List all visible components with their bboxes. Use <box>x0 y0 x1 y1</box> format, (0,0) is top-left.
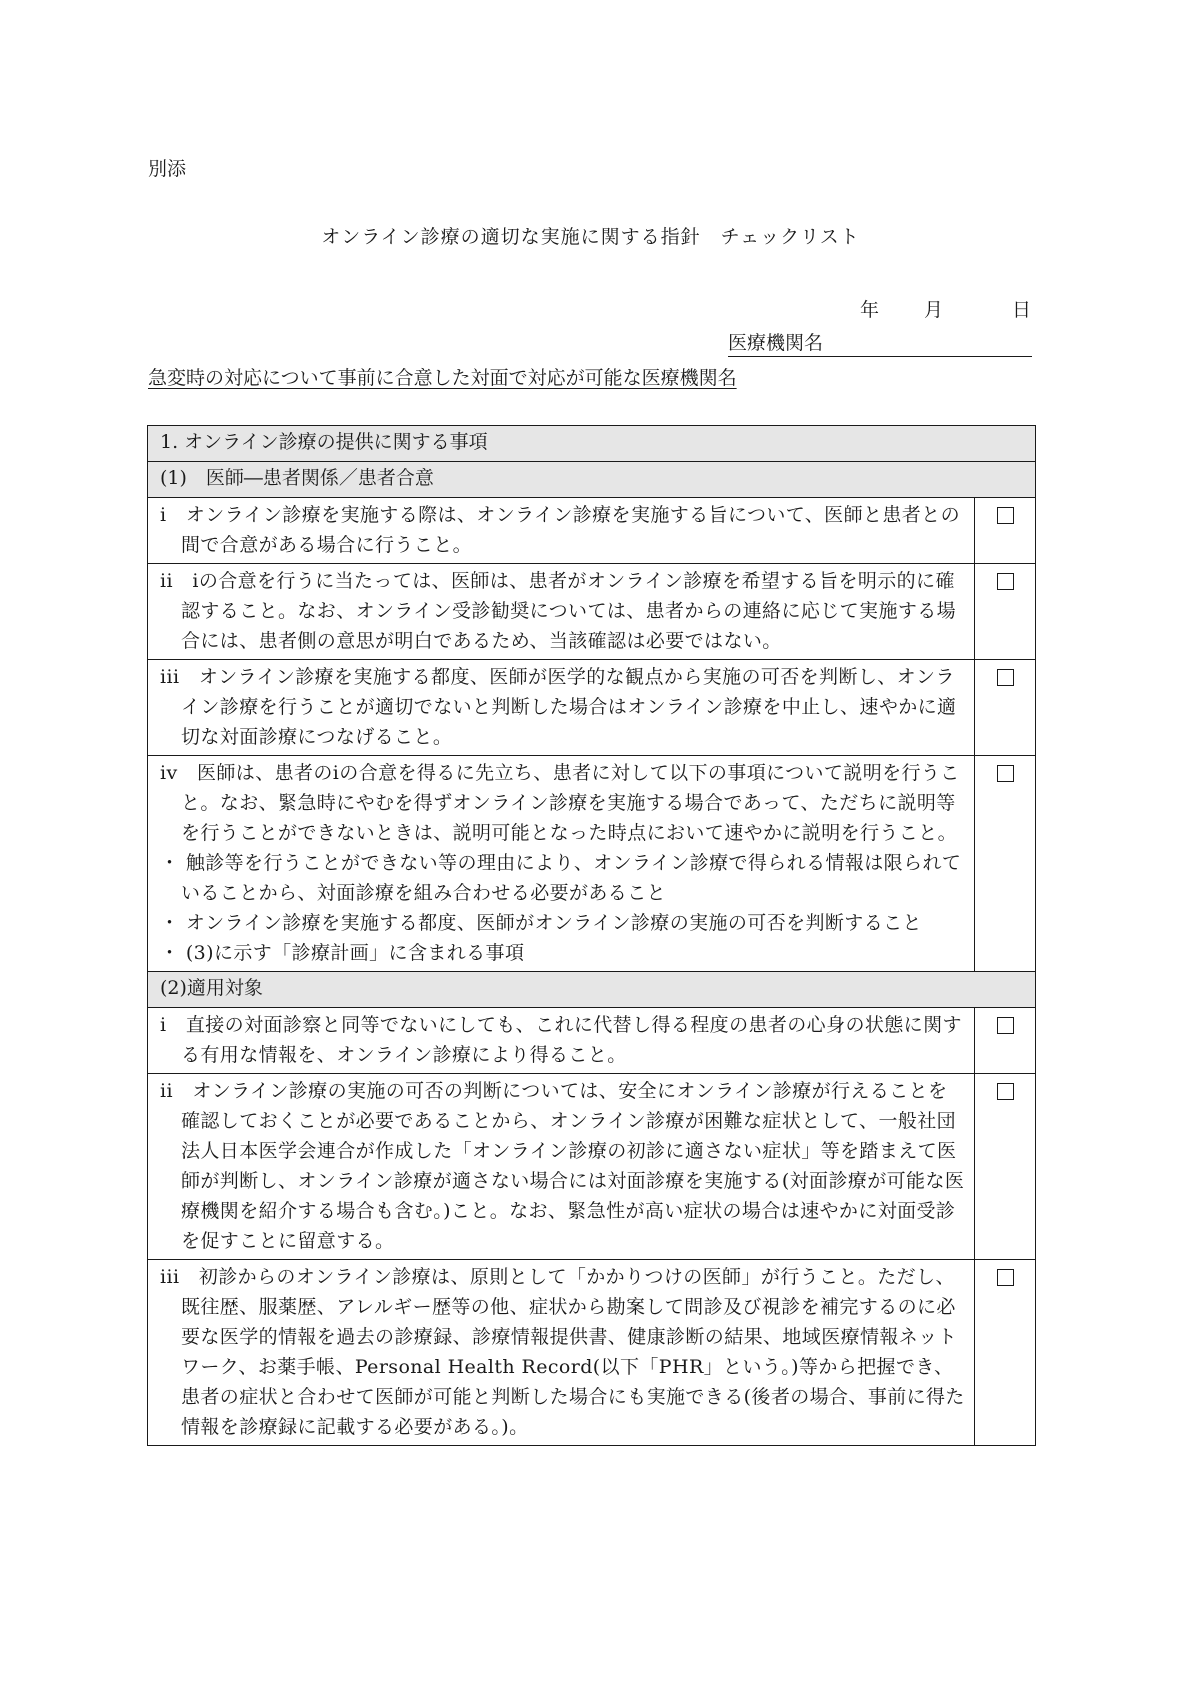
checklist-item-text: i 直接の対面診察と同等でないにしても、これに代替し得る程度の患者の心身の状態に関する有用な情報を、オンライン診療により得ること。 <box>160 1014 962 1066</box>
checklist-item-text: iii オンライン診療を実施する都度、医師が医学的な観点から実施の可否を判断し、オンライン診療を行うことが適切でないと判断した場合はオンライン診療を中止し、速やかに適切な対面診療につなげること。 <box>160 666 957 748</box>
institution-name-field[interactable] <box>728 328 1032 357</box>
checklist-bullet: ・ オンライン診療を実施する都度、医師がオンライン診療の実施の可否を判断すること <box>160 912 922 934</box>
table-row <box>148 1074 1036 1260</box>
checkbox[interactable] <box>997 1083 1014 1100</box>
attachment-label: 別添 <box>148 158 187 180</box>
table-row <box>148 1008 1036 1074</box>
table-row <box>148 564 1036 660</box>
date-day-label: 日 <box>1012 299 1032 321</box>
subsection-header-row <box>148 972 1036 1008</box>
date-row <box>860 295 1030 319</box>
page-title: オンライン診療の適切な実施に関する指針 チェックリスト <box>321 226 860 248</box>
checklist-item-text: iv 医師は、患者のiの合意を得るに先立ち、患者に対して以下の事項について説明を行うこと。なお、緊急時にやむを得ずオンライン診療を実施する場合であって、ただちに説明等を行うことができないときは、説明可能となった時点において速やかに説明を行うこと。 <box>160 762 960 844</box>
checklist-item-text: i オンライン診療を実施する際は、オンライン診療を実施する旨について、医師と患者との間で合意がある場合に行うこと。 <box>160 504 960 556</box>
date-month-label: 月 <box>924 299 944 321</box>
checkbox[interactable] <box>997 1017 1014 1034</box>
checklist-bullet: ・ (3)に示す「診療計画」に含まれる事項 <box>160 942 525 964</box>
subsection-header-row <box>148 462 1036 498</box>
checkbox[interactable] <box>997 1269 1014 1286</box>
subsection-header: (2)適用対象 <box>148 972 1036 1008</box>
checklist-item-text: ii iの合意を行うに当たっては、医師は、患者がオンライン診療を希望する旨を明示的に確認すること。なお、オンライン受診勧奨については、患者からの連絡に応じて実施する場合には、患者側の意思が明白であるため、当該確認は必要ではない。 <box>160 570 957 652</box>
checkbox[interactable] <box>997 765 1014 782</box>
table-row <box>148 756 1036 972</box>
institution-name-label: 医療機関名 <box>728 332 824 354</box>
checklist-item-text: ii オンライン診療の実施の可否の判断については、安全にオンライン診療が行えることを確認しておくことが必要であることから、オンライン診療が困難な症状として、一般社団法人日本医学会連合が作成した「オンライン診療の初診に適さない症状」等を踏まえて医師が判断し、オンライン診療が適さない場合には対面診療を実施する(対面診療が可能な医療機関を紹介する場合も含む。)こと。なお、緊急性が高い症状の場合は速やかに対面受診を促すことに留意する。 <box>160 1080 965 1252</box>
checkbox[interactable] <box>997 573 1014 590</box>
table-row <box>148 660 1036 756</box>
checklist-bullet: ・ 触診等を行うことができない等の理由により、オンライン診療で得られる情報は限られていることから、対面診療を組み合わせる必要があること <box>160 852 962 904</box>
checkbox[interactable] <box>997 669 1014 686</box>
date-year-label: 年 <box>860 299 880 321</box>
emergency-institution-field[interactable]: 急変時の対応について事前に合意した対面で対応が可能な医療機関名 <box>148 367 737 389</box>
table-row <box>148 498 1036 564</box>
subsection-header: (1) 医師―患者関係／患者合意 <box>148 462 1036 498</box>
checklist-item-text: iii 初診からのオンライン診療は、原則として「かかりつけの医師」が行うこと。ただし、既往歴、服薬歴、アレルギー歴等の他、症状から勘案して問診及び視診を補完するのに必要な医学的情報を過去の診療録、診療情報提供書、健康診断の結果、地域医療情報ネットワーク、お薬手帳、Personal Health Record(以下「PHR」という。)等から把握でき、患者の症状と合わせて医師が可能と判断した場合にも実施できる(後者の場合、事前に得た情報を診療録に記載する必要がある。)。 <box>160 1266 965 1438</box>
table-row <box>148 1260 1036 1446</box>
checkbox[interactable] <box>997 507 1014 524</box>
section-header: 1. オンライン診療の提供に関する事項 <box>148 426 1036 462</box>
checklist-table <box>147 425 1036 1446</box>
section-header-row <box>148 426 1036 462</box>
